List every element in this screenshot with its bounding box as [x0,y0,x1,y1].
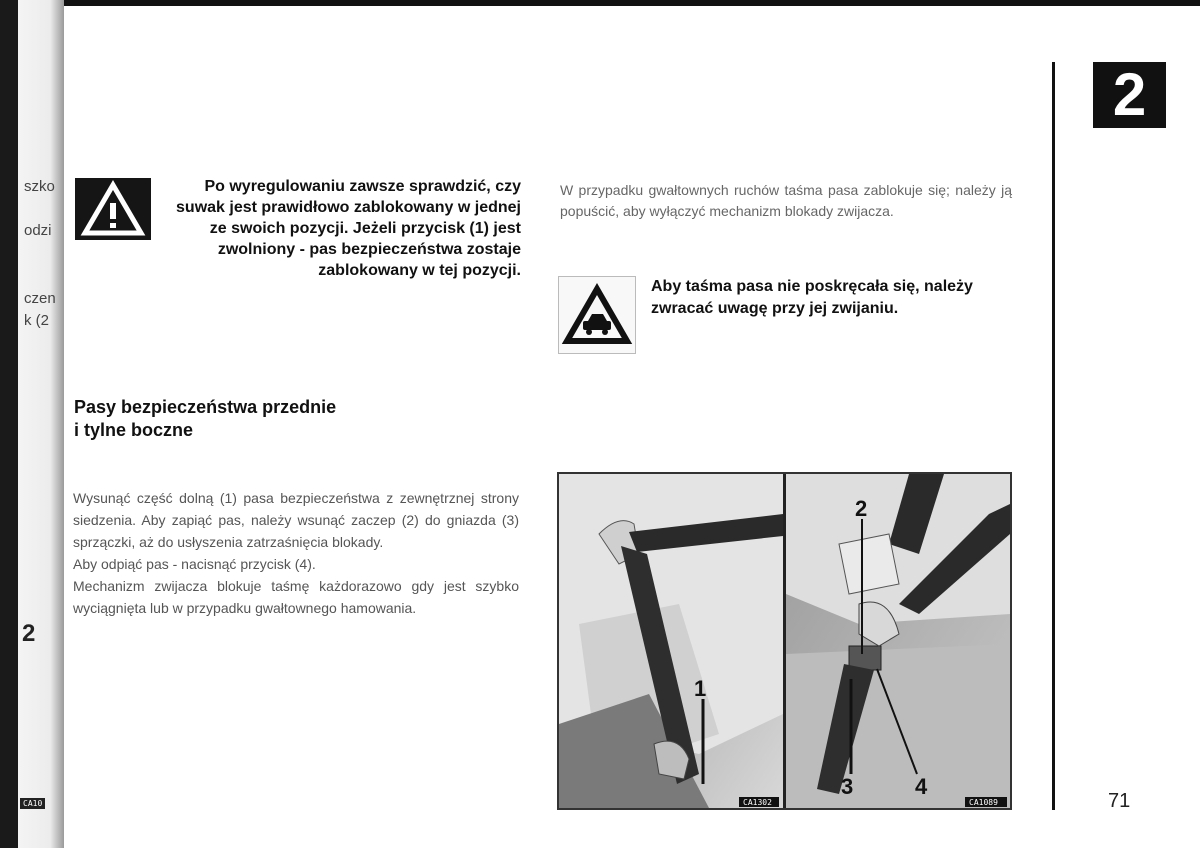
car-warning-text: Aby taśma pasa nie poskręcała się, należy zwracać uwagę przy jej zwijaniu. [651,278,973,317]
figure-label-2: 2 [855,496,868,521]
car-warning-triangle-icon [558,276,636,354]
previous-page-text: k (2 [24,312,50,329]
figure-label-4: 4 [915,774,928,799]
previous-page-strip [18,0,64,848]
section-paragraph: Wysunąć część dolną (1) pasa bezpieczeństwa z zewnętrznej strony siedzenia. Aby zapiąć pas, należy wsunąć zaczep (2) do gniazda (3) sprzączki, aż do usłyszenia zatrzaśnięcia blokady. [73,490,519,550]
figure-label-1: 1 [694,676,707,701]
warning-adjust-text: Po wyregulowaniu zawsze sprawdzić, czy suwak jest prawidłowo zablokowany w jednej ze swoich pozycji. Jeżeli przycisk (1) jest zwolniony - pas bezpieczeństwa zostaje zablokowany w tej pozycji. [176,178,521,279]
seat-belt-photo [557,472,1012,810]
section-title-line2: i tylne boczne [74,420,194,440]
figure-code-right: CA1089 [969,798,998,807]
section-body [73,487,519,619]
binding-edge [0,0,18,848]
previous-page-text: odzi [24,222,52,239]
section-paragraph: Aby odpiąć pas - nacisnąć przycisk (4). [73,556,316,572]
margin-rule [1052,62,1055,810]
section-title [74,396,336,442]
section-paragraph: Mechanizm zwijacza blokuje taśmę każdorazowo gdy jest szybko wyciągnięta lub w przypadku gwałtownego hamowania. [73,578,519,616]
top-edge-bar [0,0,1200,6]
chapter-number: 2 [1093,62,1166,128]
previous-page-text: szko [24,178,55,195]
figure-label-3: 3 [841,774,854,799]
figure-code-left: CA1302 [743,798,772,807]
section-title-line1: Pasy bezpieczeństwa przednie [74,397,337,417]
previous-page-figure-code: CA10 [20,798,45,809]
column2-paragraph: W przypadku gwałtownych ruchów taśma pasa zablokuje się; należy ją popuścić, aby wyłączyć mechanizm blokady zwijacza. [560,182,1012,219]
previous-page-chapter-number: 2 [22,620,36,647]
page-number: 71 [1108,790,1131,812]
previous-page-text: czen [24,290,56,307]
